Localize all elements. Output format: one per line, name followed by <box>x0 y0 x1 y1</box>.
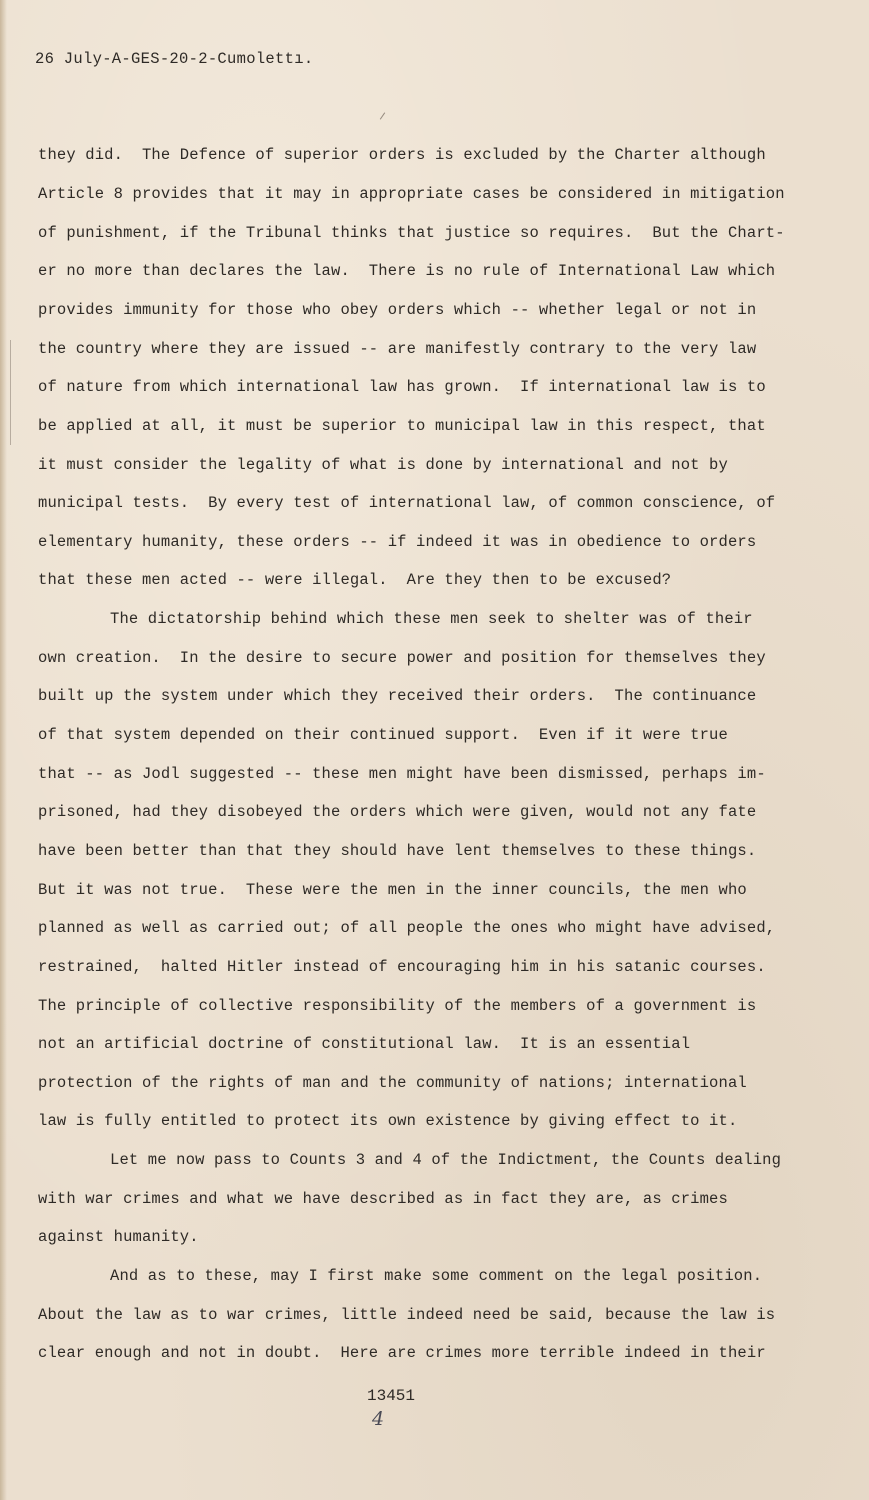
handwritten-note: 4 <box>372 1408 385 1430</box>
text-line: own creation. In the desire to secure power and position for themselves they <box>38 649 766 667</box>
text-line: Let me now pass to Counts 3 and 4 of the Indictment, the Counts dealing <box>110 1151 782 1169</box>
text-line: built up the system under which they received their orders. The continuance <box>38 687 757 705</box>
text-line: with war crimes and what we have described as in fact they are, as crimes <box>38 1190 728 1208</box>
text-line: er no more than declares the law. There is no rule of International Law which <box>38 262 776 280</box>
text-line: But it was not true. These were the men in the inner councils, the men who <box>38 881 747 899</box>
page-number: 13451 <box>367 1387 416 1405</box>
text-line: clear enough and not in doubt. Here are crimes more terrible indeed in their <box>38 1344 766 1362</box>
text-line: elementary humanity, these orders -- if indeed it was in obedience to orders <box>38 533 757 551</box>
margin-pencil-mark <box>10 340 11 445</box>
text-line: of that system depended on their continued support. Even if it were true <box>38 726 728 744</box>
text-line: prisoned, had they disobeyed the orders which were given, would not any fate <box>38 803 757 821</box>
text-line: not an artificial doctrine of constitutional law. It is an essential <box>38 1035 691 1053</box>
text-line: it must consider the legality of what is done by international and not by <box>38 456 728 474</box>
text-line: provides immunity for those who obey orders which -- whether legal or not in <box>38 301 757 319</box>
text-line: The principle of collective responsibility of the members of a government is <box>38 997 757 1015</box>
page-edge-shadow <box>0 0 7 1500</box>
text-line: of nature from which international law has grown. If international law is to <box>38 378 766 396</box>
text-line: of punishment, if the Tribunal thinks that justice so requires. But the Chart- <box>38 224 785 242</box>
text-line: About the law as to war crimes, little indeed need be said, because the law is <box>38 1306 776 1324</box>
text-line: be applied at all, it must be superior to municipal law in this respect, that <box>38 417 766 435</box>
text-line: municipal tests. By every test of international law, of common conscience, of <box>38 494 776 512</box>
text-line: the country where they are issued -- are manifestly contrary to the very law <box>38 340 757 358</box>
text-line: And as to these, may I first make some comment on the legal position. <box>110 1267 763 1285</box>
text-line: protection of the rights of man and the community of nations; international <box>38 1074 747 1092</box>
page-header: 26 July-A-GES-20-2-Cumolettı. <box>35 50 314 68</box>
text-line: that -- as Jodl suggested -- these men might have been dismissed, perhaps im- <box>38 765 766 783</box>
text-line: law is fully entitled to protect its own existence by giving effect to it. <box>38 1112 738 1130</box>
text-line: Article 8 provides that it may in appropriate cases be considered in mitigation <box>38 185 785 203</box>
text-line: against humanity. <box>38 1228 199 1246</box>
text-line: have been better than that they should have lent themselves to these things. <box>38 842 757 860</box>
text-line: planned as well as carried out; of all people the ones who might have advised, <box>38 919 776 937</box>
text-line: The dictatorship behind which these men seek to shelter was of their <box>110 610 753 628</box>
text-line: restrained, halted Hitler instead of encouraging him in his satanic courses. <box>38 958 766 976</box>
text-line: that these men acted -- were illegal. Are they then to be excused? <box>38 571 672 589</box>
text-line: they did. The Defence of superior orders is excluded by the Charter although <box>38 146 766 164</box>
stray-pencil-mark <box>380 112 385 119</box>
